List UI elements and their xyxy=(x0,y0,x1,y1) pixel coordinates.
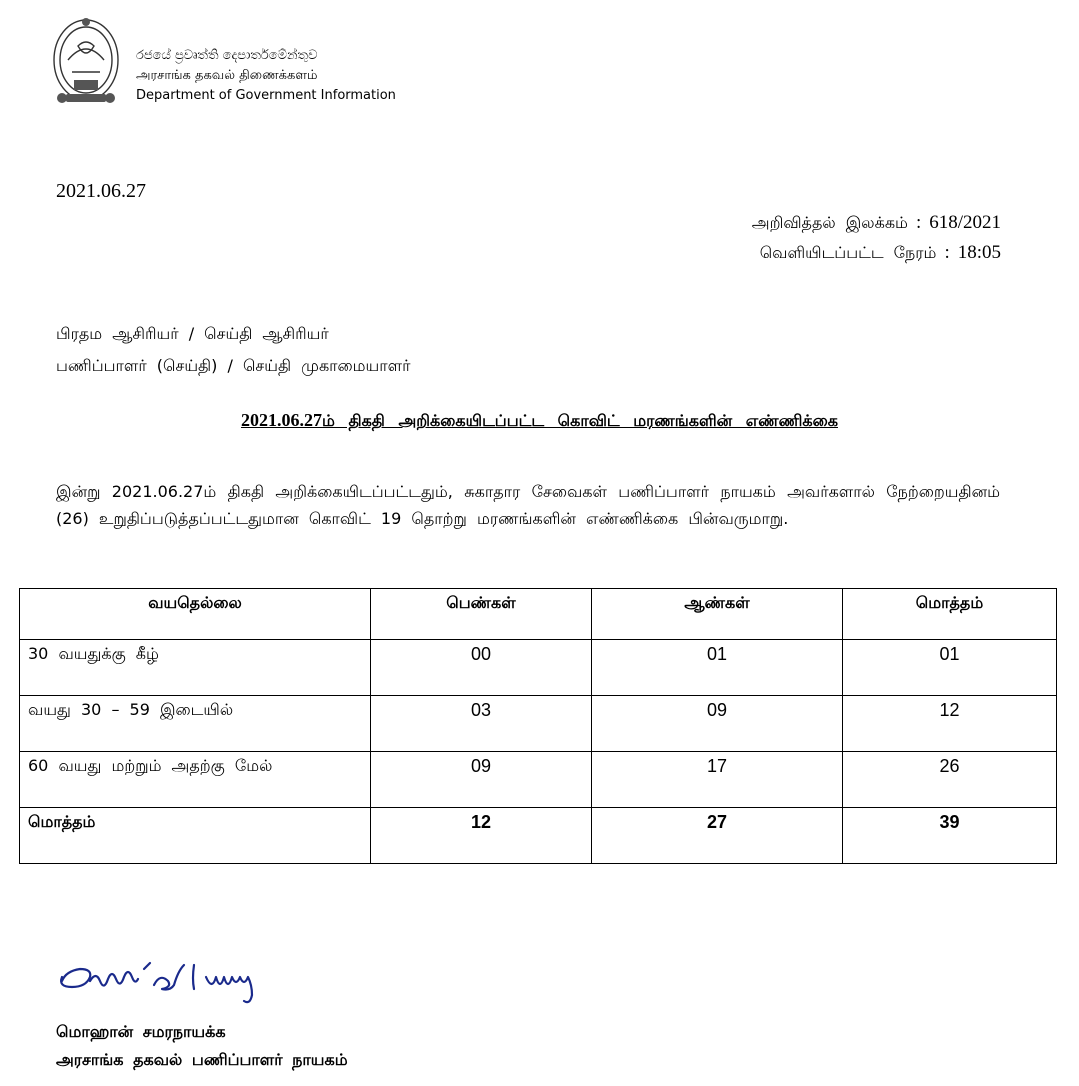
title-text: ம் திகதி அறிக்கையிடப்பட்ட கொவிட் மரணங்களின் எண்ணிக்கை xyxy=(322,411,838,430)
age-range-cell: 60 வயது மற்றும் அதற்கு மேல் xyxy=(20,752,371,808)
notice-number-label: அறிவித்தல் இலக்கம் xyxy=(751,213,908,232)
table-row xyxy=(20,696,1057,752)
release-references xyxy=(752,208,1001,268)
handwritten-signature-icon xyxy=(54,955,344,1015)
female-total-cell: 12 xyxy=(371,808,592,864)
document-title xyxy=(0,410,1079,432)
total-cell: 12 xyxy=(843,696,1057,752)
total-cell: 26 xyxy=(843,752,1057,808)
department-name-tamil: அரசாங்க தகவல் திணைக்களம் xyxy=(136,68,318,83)
table-row xyxy=(20,640,1057,696)
table-row xyxy=(20,752,1057,808)
recipients xyxy=(56,318,410,382)
release-time-value: 18:05 xyxy=(957,242,1001,263)
release-time-row: வெளியிடப்பட்ட நேரம் : 18:05 xyxy=(759,242,1001,263)
female-cell: 09 xyxy=(371,752,592,808)
age-range-cell: 30 வயதுக்கு கீழ் xyxy=(20,640,371,696)
covid-deaths-table xyxy=(19,588,1057,864)
header-female: பெண்கள் xyxy=(371,589,592,640)
signatory-block xyxy=(56,1018,348,1074)
recipient-line: பிரதம ஆசிரியர் / செய்தி ஆசிரியர் xyxy=(56,324,329,343)
department-name-english: Department of Government Information xyxy=(136,88,396,103)
header-age-range: வயதெல்லை xyxy=(20,589,371,640)
intro-paragraph: இன்று 2021.06.27ம் திகதி அறிக்கையிடப்பட்டதும், சுகாதார சேவைகள் பணிப்பாளர் நாயகம் அவர்களால் நேற்றையதினம் (26) உறுதிப்படுத்தப்பட்டதுமான கொவிட் 19 தொற்று மரணங்களின் எண்ணிக்கை பின்வருமாறு. xyxy=(56,482,1000,528)
age-range-cell: வயது 30 – 59 இடையில் xyxy=(20,696,371,752)
header-male: ஆண்கள் xyxy=(592,589,843,640)
female-cell: 00 xyxy=(371,640,592,696)
header-total: மொத்தம் xyxy=(843,589,1057,640)
female-cell: 03 xyxy=(371,696,592,752)
total-cell: 01 xyxy=(843,640,1057,696)
notice-number-row: அறிவித்தல் இலக்கம் : 618/2021 xyxy=(751,212,1001,233)
table-header-row xyxy=(20,589,1057,640)
notice-number-value: 618/2021 xyxy=(929,212,1001,233)
department-name-sinhala: රජයේ ප්‍රවෘත්ති දෙපාර්තමේන්තුව xyxy=(136,48,318,63)
table-total-row xyxy=(20,808,1057,864)
male-cell: 01 xyxy=(592,640,843,696)
grand-total-cell: 39 xyxy=(843,808,1057,864)
title-date: 2021.06.27 xyxy=(241,410,323,430)
male-cell: 17 xyxy=(592,752,843,808)
total-label-cell: மொத்தம் xyxy=(20,808,371,864)
department-header xyxy=(136,46,396,106)
signatory-name: மொஹான் சமரநாயக்க xyxy=(56,1022,226,1041)
male-cell: 09 xyxy=(592,696,843,752)
release-time-label: வெளியிடப்பட்ட நேரம் xyxy=(759,243,937,262)
release-date: 2021.06.27 xyxy=(56,180,146,202)
male-total-cell: 27 xyxy=(592,808,843,864)
sri-lanka-emblem-icon xyxy=(48,14,124,110)
signatory-position: அரசாங்க தகவல் பணிப்பாளர் நாயகம் xyxy=(56,1050,348,1069)
recipient-line: பணிப்பாளர் (செய்தி) / செய்தி முகாமையாளர் xyxy=(56,356,411,375)
